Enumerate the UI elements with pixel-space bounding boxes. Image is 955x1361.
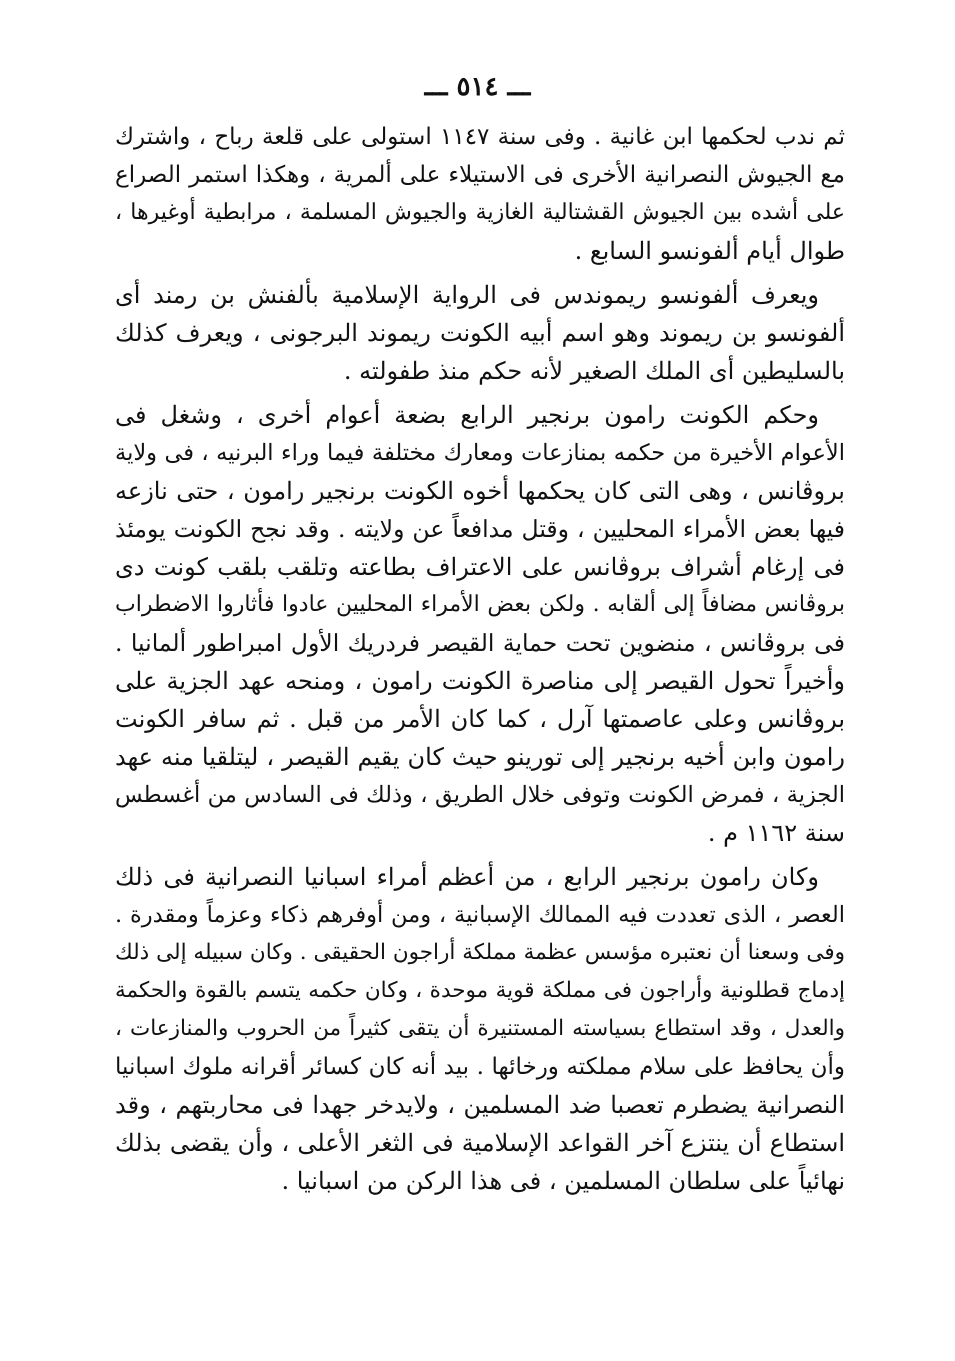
text-line: ألفونسو بن ريموند وهو اسم أبيه الكونت ريموند البرجونى ، ويعرف كذلك	[115, 319, 846, 347]
text-line: سنة ١١٦٢ م .	[707, 819, 845, 847]
text-line: العصر ، الذى تعددت فيه الممالك الإسبانية ، ومن أوفرهم ذكاء وعزماً ومقدرة .	[115, 902, 845, 928]
text-line: رامون وابن أخيه برنجير إلى تورينو حيث كان يقيم القيصر ، ليتلقيا منه عهد	[115, 743, 845, 771]
text-line: وأن يحافظ على سلام مملكته ورخائها . بيد أنه كان كسائر أقرانه ملوك اسبانيا	[115, 1054, 845, 1080]
paragraph	[115, 276, 845, 390]
text-line: فى إرغام أشراف بروڤانس على الاعتراف بطاعته وتلقب بلقب كونت دى	[115, 553, 845, 581]
text-line: النصرانية يضطرم تعصبا ضد المسلمين ، ولايدخر جهدا فى محاربتهم ، وقد	[115, 1091, 846, 1119]
text-line: على أشده بين الجيوش القشتالية الغازية والجيوش المسلمة ، مرابطية أوغيرها ،	[115, 200, 845, 225]
text-line: إدماج قطلونية وأراجون فى مملكة قوية موحدة ، وكان حكمه يتسم بالقوة والحكمة	[115, 978, 845, 1003]
text-line: وأخيراً تحول القيصر إلى مناصرة الكونت رامون ، ومنحه عهد الجزية على	[115, 667, 845, 695]
body-text	[115, 118, 845, 1200]
text-line: طوال أيام ألفونسو السابع .	[574, 237, 845, 265]
text-line: بالسليطين أى الملك الصغير لأنه حكم منذ طفولته .	[343, 357, 845, 385]
text-line: والعدل ، وقد استطاع بسياسته المستنيرة أن يتقى كثيراً من الحروب والمنازعات ،	[115, 1016, 845, 1041]
text-line: الجزية ، فمرض الكونت وتوفى خلال الطريق ، وذلك فى السادس من أغسطس	[115, 782, 845, 808]
text-line: بروڤانس مضافاً إلى ألقابه . ولكن بعض الأمراء المحليين عادوا فأثاروا الاضطراب	[115, 592, 845, 617]
text-line: نهائياً على سلطان المسلمين ، فى هذا الركن من اسبانيا .	[281, 1167, 845, 1195]
paragraph	[115, 118, 845, 270]
text-line: ويعرف ألفونسو ريموندس فى الرواية الإسلامية بألفنش بن رمند أى	[115, 281, 819, 309]
text-line: ثم ندب لحكمها ابن غانية . وفى سنة ١١٤٧ استولى على قلعة رباح ، واشترك	[115, 124, 846, 150]
text-line: استطاع أن ينتزع آخر القواعد الإسلامية فى الثغر الأعلى ، وأن يقضى بذلك	[115, 1129, 845, 1157]
text-line: الأعوام الأخيرة من حكمه بمنازعات ومعارك مختلفة فيما وراء البرنيه ، فى ولاية	[115, 440, 845, 466]
text-line: فى بروڤانس ، منضوين تحت حماية القيصر فردريك الأول امبراطور ألمانيا .	[115, 629, 845, 657]
text-line: مع الجيوش النصرانية الأخرى فى الاستيلاء على ألمرية ، وهكذا استمر الصراع	[115, 162, 845, 188]
page-number: ـــ ٥١٤ ـــ	[424, 72, 531, 102]
text-line: بروڤانس ، وهى التى كان يحكمها أخوه الكونت برنجير رامون ، حتى نازعه	[115, 477, 845, 505]
text-line: وحكم الكونت رامون برنجير الرابع بضعة أعوام أخرى ، وشغل فى	[115, 401, 819, 429]
text-line: فيها بعض الأمراء المحليين ، وقتل مدافعاً عن ولايته . وقد نجح الكونت يومئذ	[115, 515, 845, 543]
text-line: وكان رامون برنجير الرابع ، من أعظم أمراء اسبانيا النصرانية فى ذلك	[115, 863, 819, 891]
text-line: وفى وسعنا أن نعتبره مؤسس عظمة مملكة أراجون الحقيقى . وكان سبيله إلى ذلك	[115, 940, 845, 965]
text-line: بروڤانس وعلى عاصمتها آرل ، كما كان الأمر من قبل . ثم سافر الكونت	[115, 705, 846, 733]
paragraph	[115, 858, 845, 1200]
paragraph	[115, 396, 845, 852]
